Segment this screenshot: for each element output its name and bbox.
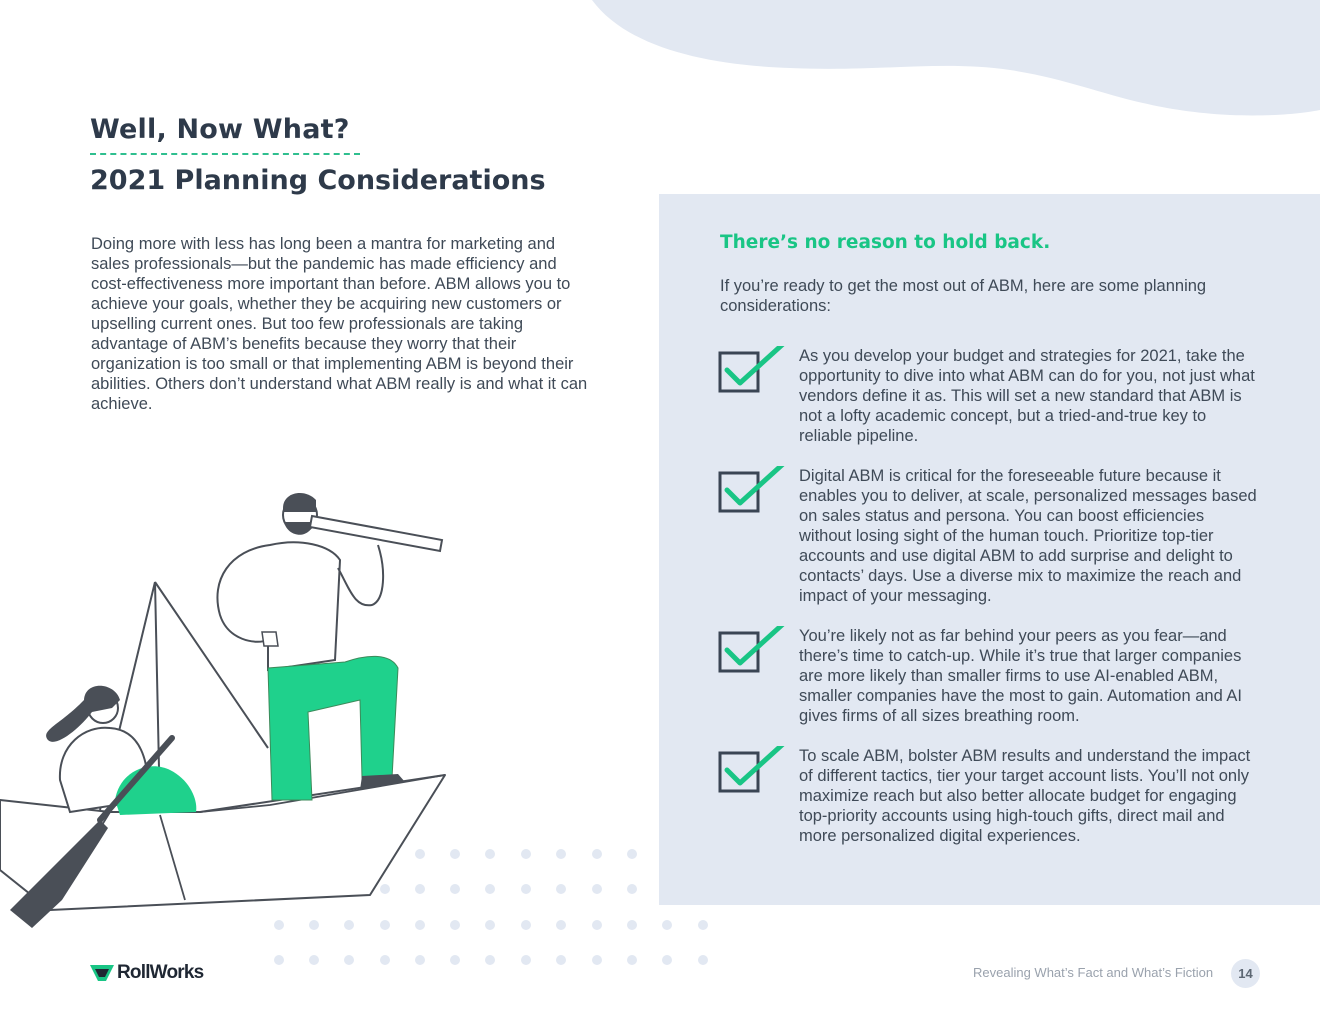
footer-tagline: Revealing What’s Fact and What’s Fiction [973,965,1214,980]
panel-lead: If you’re ready to get the most out of ABM, here are some planning considerations: [720,277,1207,315]
consideration-text: To scale ABM, bolster ABM results and understand the impact of different tactics, tier your target account lists. You’ll not only maximize reach but also better allocate budget for engaging top-priority accounts using high-touch gifts, direct mail and more personalized digital experiences. [799,747,1251,845]
page-subheading: 2021 Planning Considerations [90,165,546,196]
paper-boat-illustration [0,470,470,940]
page-number: 14 [1231,959,1260,988]
intro-paragraph: Doing more with less has long been a mantra for marketing and sales professionals—but the pandemic has made efficiency and cost-effectiveness more important than before. ABM allows you to achieve your goals, whether they be acquiring new customers or upselling current ones. But too few professionals are taking advantage of ABM’s benefits because they worry that their organization is too small or that implementing ABM is beyond their abilities. Others don’t understand what ABM really is and what it can achieve. [91,235,588,413]
consideration-text: As you develop your budget and strategies for 2021, take the opportunity to dive into what ABM can do for you, not just what vendors define it as. This will set a new standard that ABM is not a lofty academic concept, but a tried-and-true key to reliable pipeline. [799,347,1255,445]
panel-title: There’s no reason to hold back. [720,232,1051,253]
checkbox-check-icon [718,466,788,516]
rollworks-logo [90,962,203,984]
checkbox-check-icon [718,346,788,396]
consideration-text: Digital ABM is critical for the foreseeable future because it enables you to deliver, at scale, personalized messages based on sales status and persona. You can boost efficiencies without losing sight of the human touch. Prioritize top-tier accounts and use digital ABM to add surprise and delight to contacts’ days. Use a diverse mix to maximize the reach and impact of your messaging. [799,467,1257,605]
checkbox-check-icon [718,626,788,676]
decorative-wave [0,0,1320,120]
logo-wordmark: RollWorks [117,962,204,983]
page-heading: Well, Now What? [90,114,350,145]
consideration-text: You’re likely not as far behind your peers as you fear—and there’s time to catch-up. While it’s true that larger companies are more likely than smaller firms to use AI-enabled ABM, smaller companies have the most to gain. Automation and AI gives firms of all sizes breathing room. [799,627,1243,725]
heading-underline [90,153,360,155]
checkbox-check-icon [718,746,788,796]
rollworks-logo-icon [90,963,114,983]
